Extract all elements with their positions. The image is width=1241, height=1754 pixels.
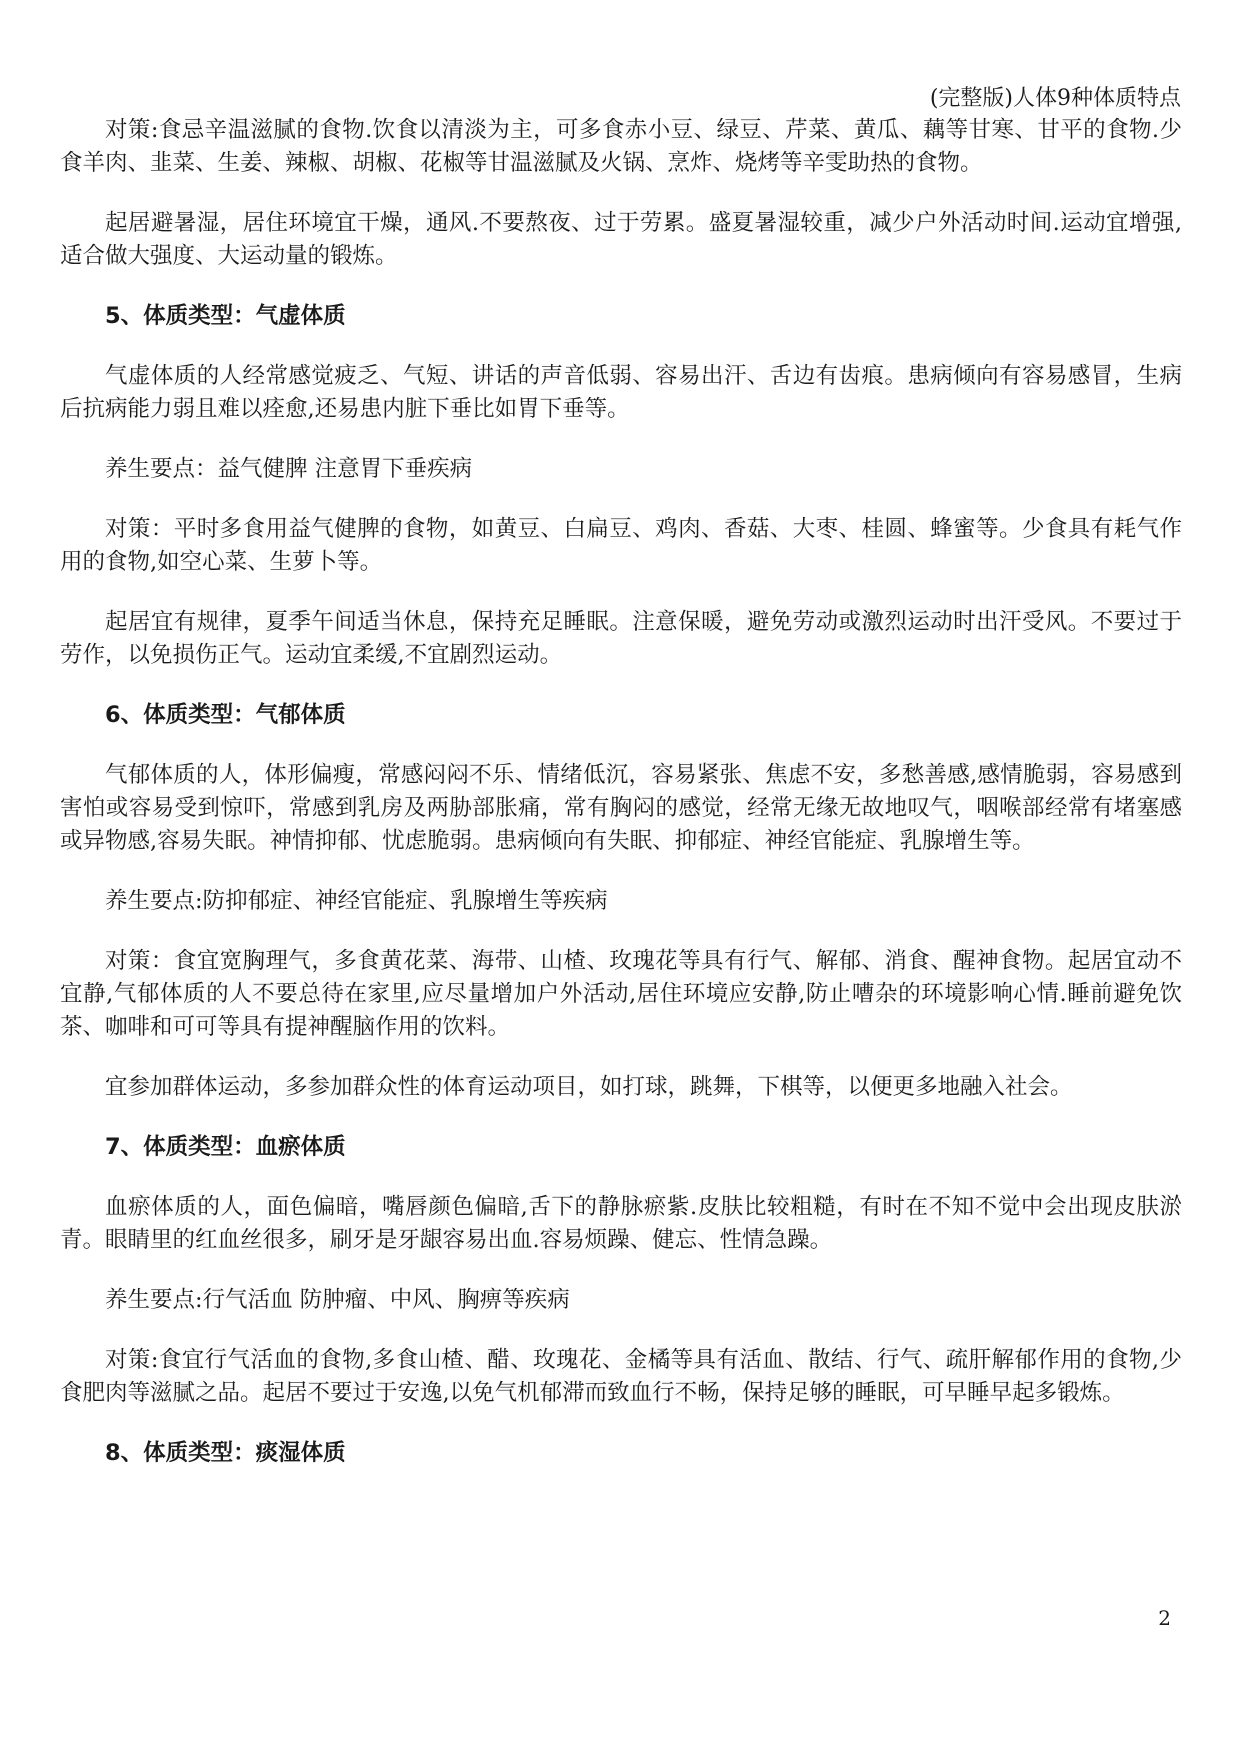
page-number: 2: [1158, 1606, 1171, 1630]
paragraph: 起居宜有规律，夏季午间适当休息，保持充足睡眠。注意保暖，避免劳动或激烈运动时出汗受风。不要过于劳作，以免损伤正气。运动宜柔缓,不宜剧烈运动。: [60, 609, 1182, 668]
section-heading: 5、体质类型：气虚体质: [105, 303, 346, 329]
paragraph: 血瘀体质的人，面色偏暗，嘴唇颜色偏暗,舌下的静脉瘀紫.皮肤比较粗糙，有时在不知不觉中会出现皮肤淤青。眼睛里的红血丝很多，刷牙是牙龈容易出血.容易烦躁、健忘、性情急躁。: [60, 1194, 1182, 1253]
running-header: (完整版)人体9种体质特点: [929, 86, 1181, 111]
paragraph: 对策:食宜行气活血的食物,多食山楂、醋、玫瑰花、金橘等具有活血、散结、行气、疏肝解郁作用的食物,少食肥肉等滋腻之品。起居不要过于安逸,以免气机郁滞而致血行不畅，保持足够的睡眠，可早睡早起多锻炼。: [60, 1347, 1182, 1406]
paragraph: 对策:食忌辛温滋腻的食物.饮食以清淡为主，可多食赤小豆、绿豆、芹菜、黄瓜、藕等甘寒、甘平的食物.少食羊肉、韭菜、生姜、辣椒、胡椒、花椒等甘温滋腻及火锅、烹炸、烧烤等辛雯助热的食物。: [60, 117, 1182, 176]
paragraph: 宜参加群体运动，多参加群众性的体育运动项目，如打球，跳舞，下棋等，以便更多地融入社会。: [105, 1074, 1073, 1100]
paragraph: 起居避暑湿，居住环境宜干燥，通风.不要熬夜、过于劳累。盛夏暑湿较重，减少户外活动时间.运动宜增强,适合做大强度、大运动量的锻炼。: [60, 210, 1182, 269]
paragraph: 对策：食宜宽胸理气，多食黄花菜、海带、山楂、玫瑰花等具有行气、解郁、消食、醒神食物。起居宜动不宜静,气郁体质的人不要总待在家里,应尽量增加户外活动,居住环境应安静,防止嘈杂的环境影响心情.睡前避免饮茶、咖啡和可可等具有提神醒脑作用的饮料。: [60, 948, 1182, 1040]
paragraph: 气郁体质的人，体形偏瘦，常感闷闷不乐、情绪低沉，容易紧张、焦虑不安，多愁善感,感情脆弱，容易感到害怕或容易受到惊吓，常感到乳房及两胁部胀痛，常有胸闷的感觉，经常无缘无故地叹气，咽喉部经常有堵塞感或异物感,容易失眠。神情抑郁、忧虑脆弱。患病倾向有失眠、抑郁症、神经官能症、乳腺增生等。: [60, 762, 1182, 854]
paragraph: 对策：平时多食用益气健脾的食物，如黄豆、白扁豆、鸡肉、香菇、大枣、桂圆、蜂蜜等。少食具有耗气作用的食物,如空心菜、生萝卜等。: [60, 516, 1182, 575]
section-heading: 7、体质类型：血瘀体质: [105, 1134, 346, 1160]
section-heading: 8、体质类型：痰湿体质: [105, 1440, 346, 1466]
paragraph: 气虚体质的人经常感觉疲乏、气短、讲话的声音低弱、容易出汗、舌边有齿痕。患病倾向有容易感冒，生病后抗病能力弱且难以痊愈,还易患内脏下垂比如胃下垂等。: [60, 363, 1182, 422]
page-content: [60, 114, 1182, 1497]
paragraph: 养生要点：益气健脾 注意胃下垂疾病: [105, 456, 473, 482]
paragraph: 养生要点:行气活血 防肿瘤、中风、胸痹等疾病: [105, 1287, 570, 1313]
section-heading: 6、体质类型：气郁体质: [105, 702, 346, 728]
paragraph: 养生要点:防抑郁症、神经官能症、乳腺增生等疾病: [105, 888, 608, 914]
